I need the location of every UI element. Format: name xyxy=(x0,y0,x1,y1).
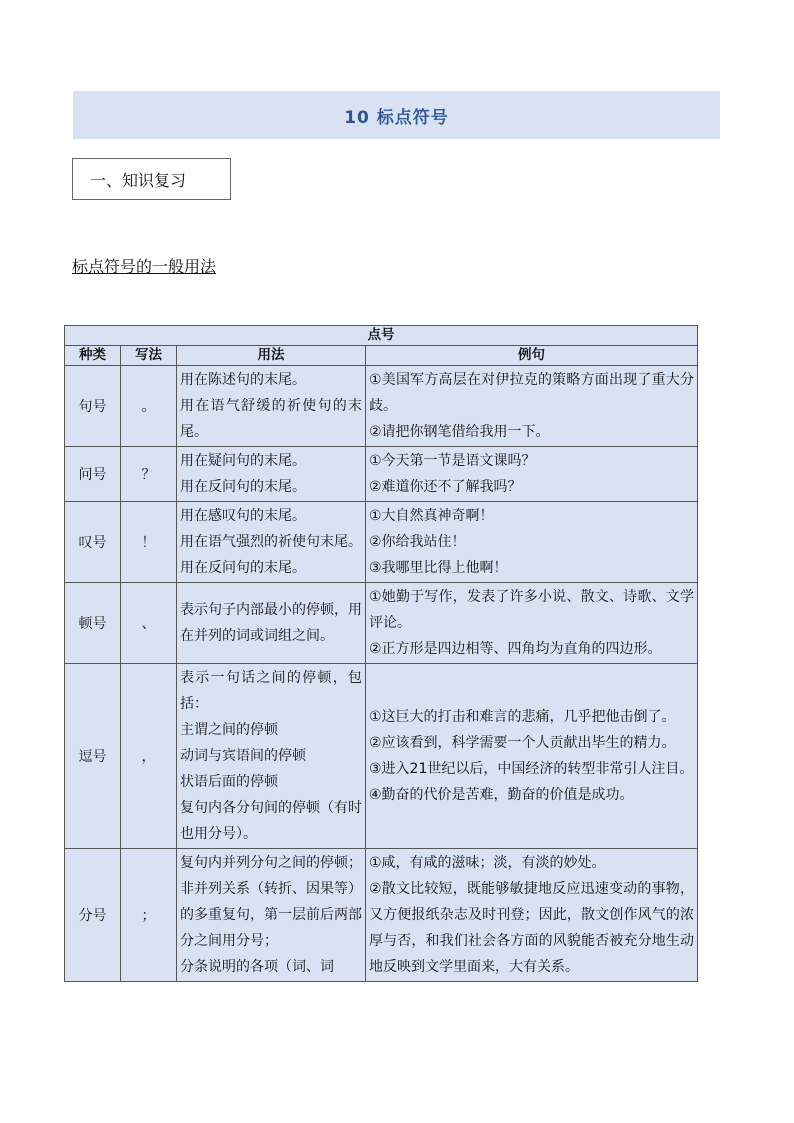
usage-cell xyxy=(177,447,366,502)
mark-cell: 、 xyxy=(121,583,177,664)
example-cell xyxy=(366,664,698,849)
column-header-example: 例句 xyxy=(366,346,698,366)
usage-line: 用在感叹句的末尾。 xyxy=(180,508,306,524)
kind-cell: 分号 xyxy=(65,849,121,982)
table-row xyxy=(65,664,698,849)
example-line: ②散文比较短，既能够敏捷地反应迅速变动的事物，又方便报纸杂志及时刊登；因此，散文创作风气的浓厚与否，和我们社会各方面的风貌能否被充分地生动地反映到文学里面来，大有关系。 xyxy=(369,881,694,975)
usage-line: 分条说明的各项（词、词 xyxy=(180,959,334,975)
table-row xyxy=(65,583,698,664)
page-title-band xyxy=(73,91,720,139)
usage-line: 表示句子内部最小的停顿，用在并列的词或词组之间。 xyxy=(180,602,362,644)
example-line: ①今天第一节是语文课吗？ xyxy=(369,453,536,469)
kind-cell: 问号 xyxy=(65,447,121,502)
usage-line: 用在反问句的末尾。 xyxy=(180,479,306,495)
mark-cell: ？ xyxy=(121,447,177,502)
example-line: ③进入21世纪以后，中国经济的转型非常引人注目。 xyxy=(369,761,694,777)
column-header-kind: 种类 xyxy=(65,346,121,366)
usage-line: 用在疑问句的末尾。 xyxy=(180,453,306,469)
subtitle: 标点符号的一般用法 xyxy=(72,257,217,276)
kind-cell: 逗号 xyxy=(65,664,121,849)
kind-cell: 叹号 xyxy=(65,502,121,583)
group-header: 点号 xyxy=(65,326,698,346)
table-row xyxy=(65,447,698,502)
usage-cell xyxy=(177,502,366,583)
example-line: ②请把你钢笔借给我用一下。 xyxy=(369,424,550,440)
mark-cell: ； xyxy=(121,849,177,982)
usage-cell xyxy=(177,664,366,849)
example-cell xyxy=(366,366,698,447)
mark-cell: ！ xyxy=(121,502,177,583)
punctuation-table xyxy=(64,325,698,982)
usage-line: 复句内并列分句之间的停顿； xyxy=(180,855,362,871)
example-line: ③我哪里比得上他啊！ xyxy=(369,560,508,576)
page-title: 10 标点符号 xyxy=(344,107,449,128)
usage-line: 主谓之间的停顿 xyxy=(180,722,278,738)
kind-cell: 句号 xyxy=(65,366,121,447)
example-line: ①美国军方高层在对伊拉克的策略方面出现了重大分歧。 xyxy=(369,372,694,414)
example-line: ④勤奋的代价是苦难，勤奋的价值是成功。 xyxy=(369,787,634,803)
usage-line: 状语后面的停顿 xyxy=(180,774,278,790)
mark-cell: ， xyxy=(121,664,177,849)
usage-cell xyxy=(177,583,366,664)
table-row xyxy=(65,502,698,583)
example-line: ②你给我站住！ xyxy=(369,534,466,550)
example-cell xyxy=(366,447,698,502)
example-cell xyxy=(366,849,698,982)
usage-line: 用在语气舒缓的祈使句的末尾。 xyxy=(180,398,362,440)
section-heading-box xyxy=(72,158,231,200)
section-heading: 一、知识复习 xyxy=(90,170,187,190)
example-line: ②正方形是四边相等、四角均为直角的四边形。 xyxy=(369,641,662,657)
column-header-usage: 用法 xyxy=(177,346,366,366)
usage-line: 用在陈述句的末尾。 xyxy=(180,372,306,388)
mark-cell: 。 xyxy=(121,366,177,447)
usage-cell xyxy=(177,366,366,447)
example-line: ②难道你还不了解我吗？ xyxy=(369,479,522,495)
usage-cell xyxy=(177,849,366,982)
usage-line: 用在语气强烈的祈使句末尾。 xyxy=(180,534,362,550)
example-line: ①她勤于写作，发表了许多小说、散文、诗歌、文学评论。 xyxy=(369,589,694,631)
usage-line: 复句内各分句间的停顿（有时也用分号）。 xyxy=(180,800,362,842)
example-cell xyxy=(366,502,698,583)
example-line: ②应该看到，科学需要一个人贡献出毕生的精力。 xyxy=(369,735,676,751)
table-row xyxy=(65,849,698,982)
usage-line: 用在反问句的末尾。 xyxy=(180,560,306,576)
usage-line: 动词与宾语间的停顿 xyxy=(180,748,306,764)
example-cell xyxy=(366,583,698,664)
table-row xyxy=(65,366,698,447)
usage-line: 非并列关系（转折、因果等）的多重复句，第一层前后两部分之间用分号； xyxy=(180,881,362,949)
kind-cell: 顿号 xyxy=(65,583,121,664)
column-header-mark: 写法 xyxy=(121,346,177,366)
usage-line: 表示一句话之间的停顿，包括： xyxy=(180,670,362,712)
example-line: ①咸，有咸的滋味；淡，有淡的妙处。 xyxy=(369,855,606,871)
example-line: ①大自然真神奇啊！ xyxy=(369,508,494,524)
example-line: ①这巨大的打击和难言的悲痛，几乎把他击倒了。 xyxy=(369,709,676,725)
